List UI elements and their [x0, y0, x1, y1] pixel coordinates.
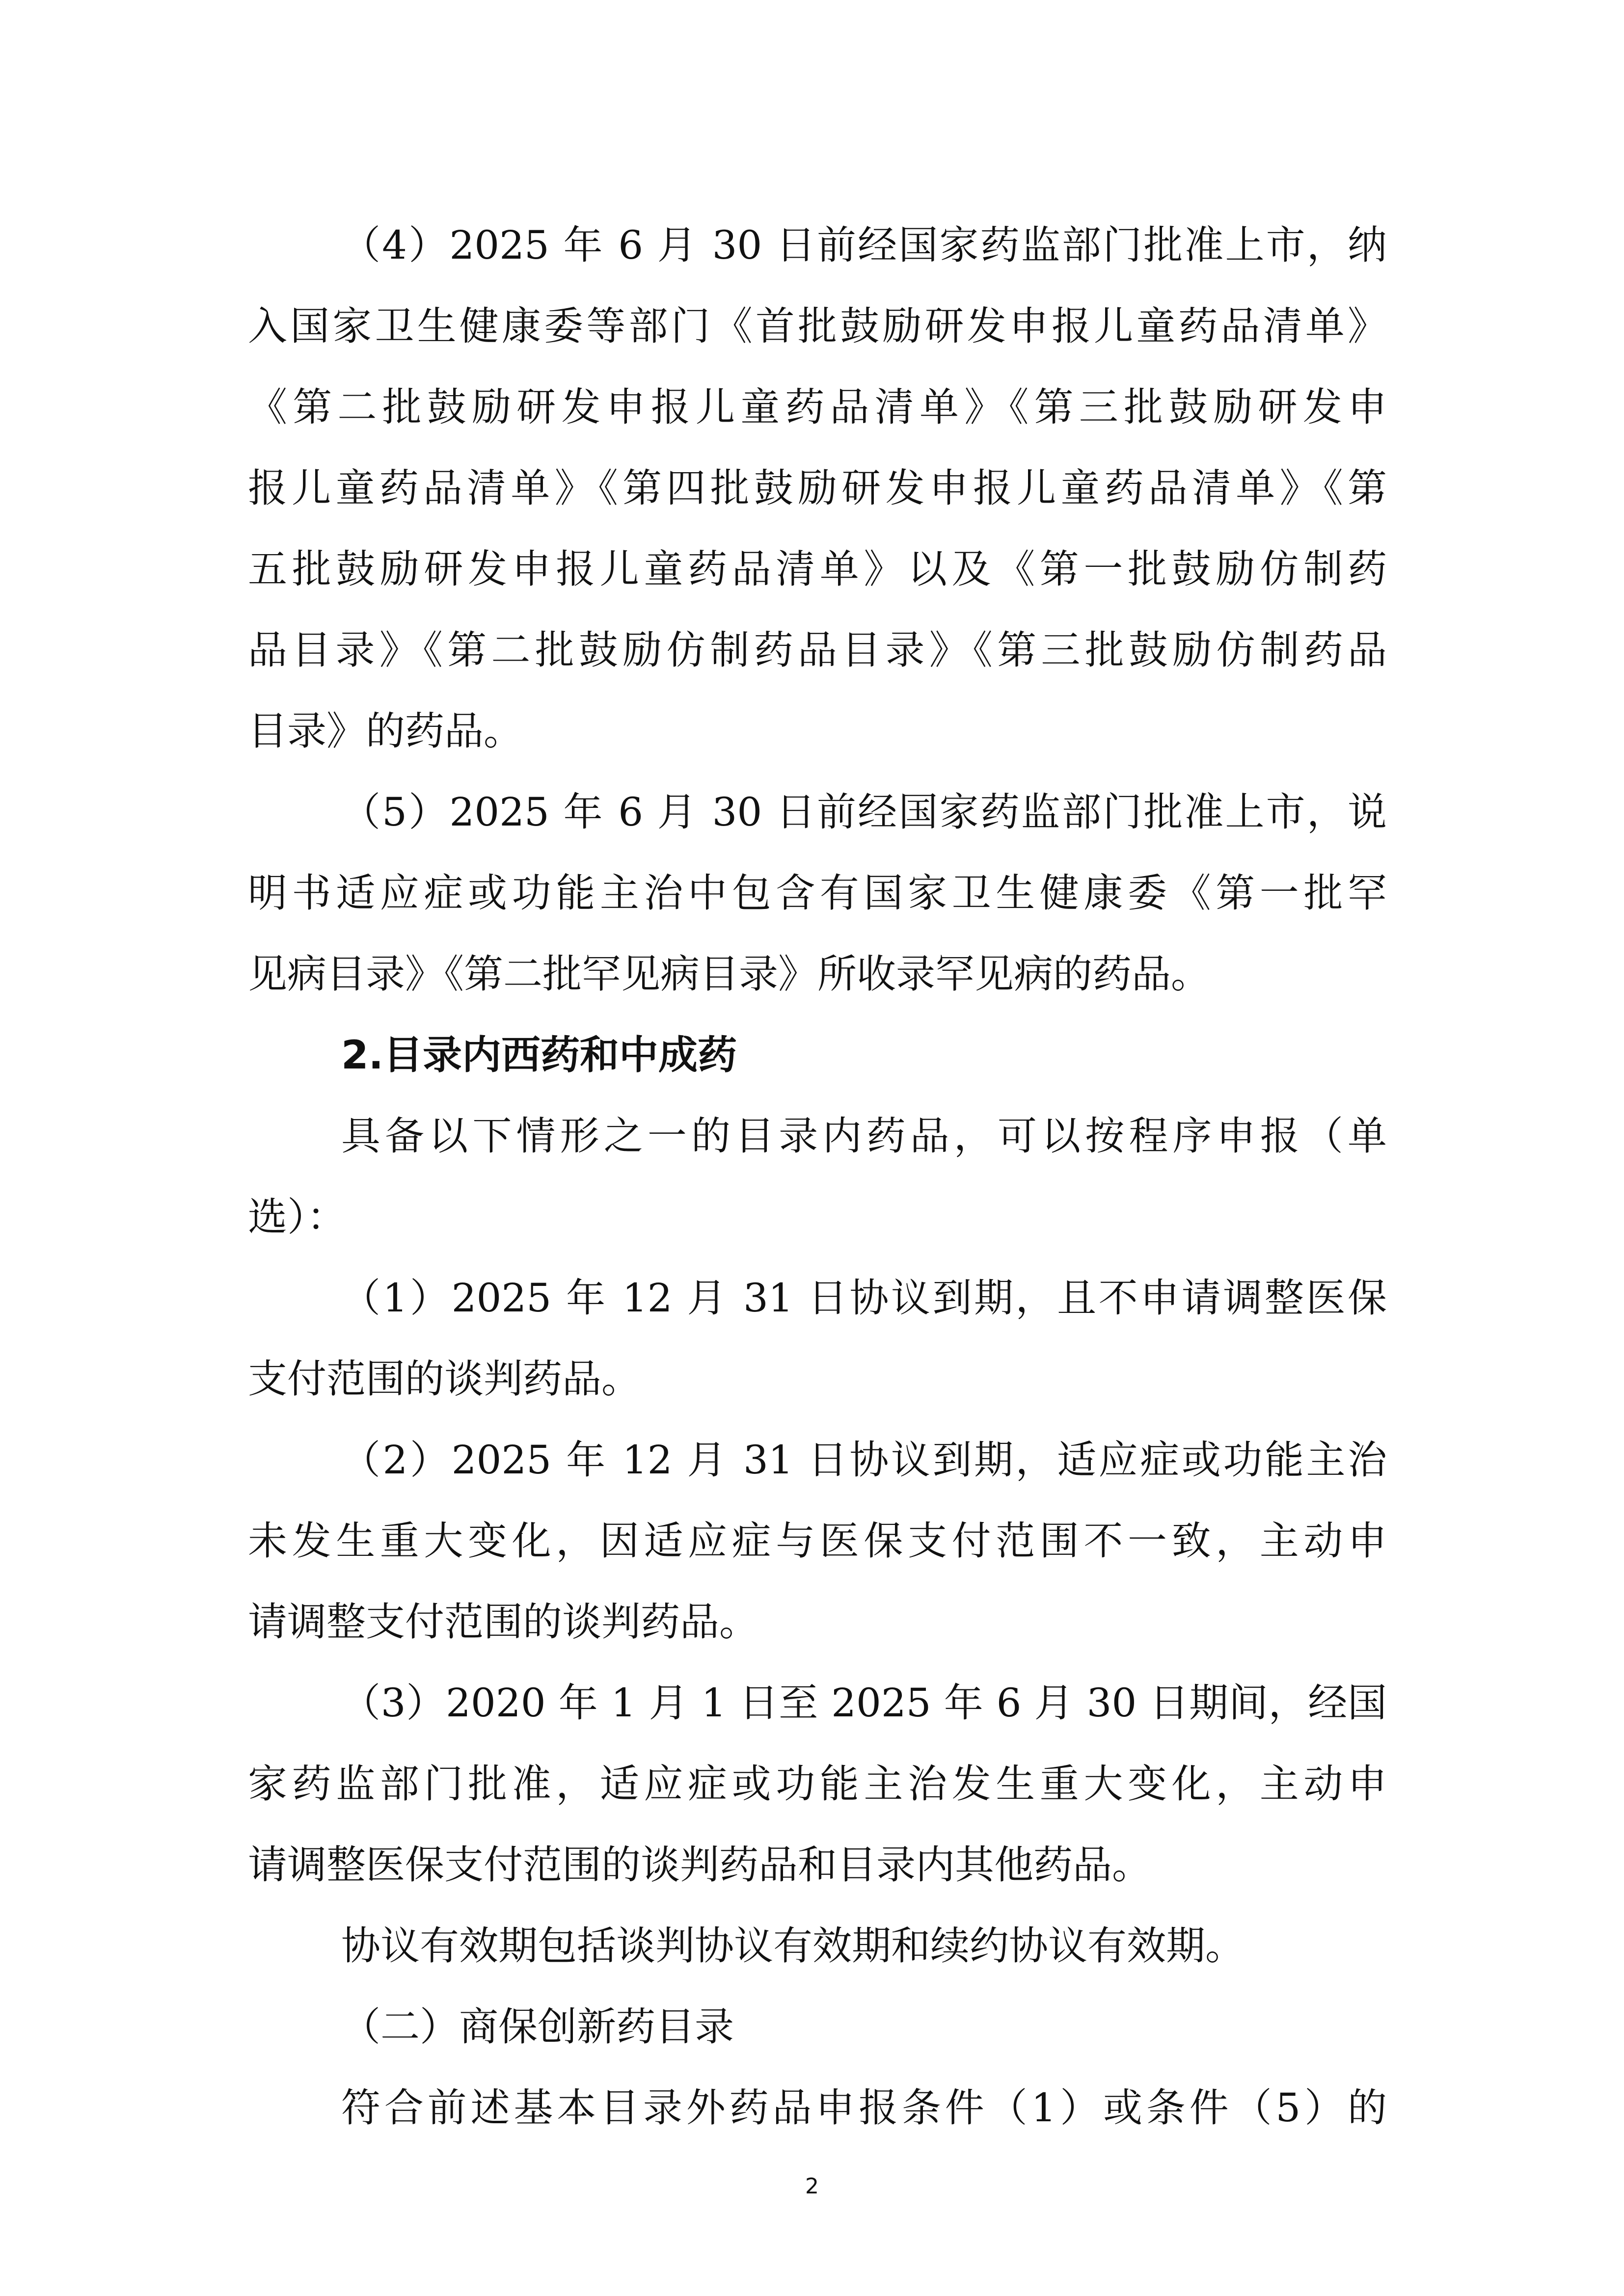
paragraph-line: 支付范围的谈判药品。	[248, 1356, 641, 1402]
paragraph-line: （3）2020 年 1 月 1 日至 2025 年 6 月 30 日期间，经国	[341, 1680, 1387, 1726]
paragraph-line: 具备以下情形之一的目录内药品，可以按程序申报（单	[341, 1113, 1387, 1159]
paragraph-line: （5）2025 年 6 月 30 日前经国家药监部门批准上市，说	[341, 789, 1387, 835]
paragraph-line: 目录》的药品。	[248, 708, 523, 754]
paragraph-line: 符合前述基本目录外药品申报条件（1）或条件（5）的	[341, 2085, 1387, 2131]
paragraph-line: 入国家卫生健康委等部门《首批鼓励研发申报儿童药品清单》	[248, 303, 1387, 349]
paragraph-line: 报儿童药品清单》《第四批鼓励研发申报儿童药品清单》《第	[248, 465, 1387, 511]
paragraph-line: 《第二批鼓励研发申报儿童药品清单》《第三批鼓励研发申	[248, 384, 1387, 430]
section-heading: （二）商保创新药目录	[341, 2004, 734, 2050]
paragraph-line: 明书适应症或功能主治中包含有国家卫生健康委《第一批罕	[248, 870, 1387, 916]
paragraph-line: 品目录》《第二批鼓励仿制药品目录》《第三批鼓励仿制药品	[248, 627, 1387, 673]
paragraph-line: 协议有效期包括谈判协议有效期和续约协议有效期。	[341, 1923, 1245, 1969]
paragraph-line: （2）2025 年 12 月 31 日协议到期，适应症或功能主治	[341, 1437, 1387, 1483]
section-heading: 2.目录内西药和中成药	[341, 1032, 737, 1078]
paragraph-line: 请调整医保支付范围的谈判药品和目录内其他药品。	[248, 1842, 1151, 1888]
paragraph-line: 家药监部门批准，适应症或功能主治发生重大变化，主动申	[248, 1761, 1387, 1807]
paragraph-line: 未发生重大变化，因适应症与医保支付范围不一致，主动申	[248, 1518, 1387, 1564]
paragraph-line: 五批鼓励研发申报儿童药品清单》以及《第一批鼓励仿制药	[248, 546, 1387, 592]
paragraph-line: 见病目录》《第二批罕见病目录》所收录罕见病的药品。	[248, 951, 1210, 997]
paragraph-line: 请调整支付范围的谈判药品。	[248, 1599, 758, 1645]
page-number: 2	[805, 2174, 819, 2199]
paragraph-line: （4）2025 年 6 月 30 日前经国家药监部门批准上市，纳	[341, 222, 1387, 268]
paragraph-line: （1）2025 年 12 月 31 日协议到期，且不申请调整医保	[341, 1275, 1387, 1321]
paragraph-line: 选）：	[248, 1194, 346, 1240]
